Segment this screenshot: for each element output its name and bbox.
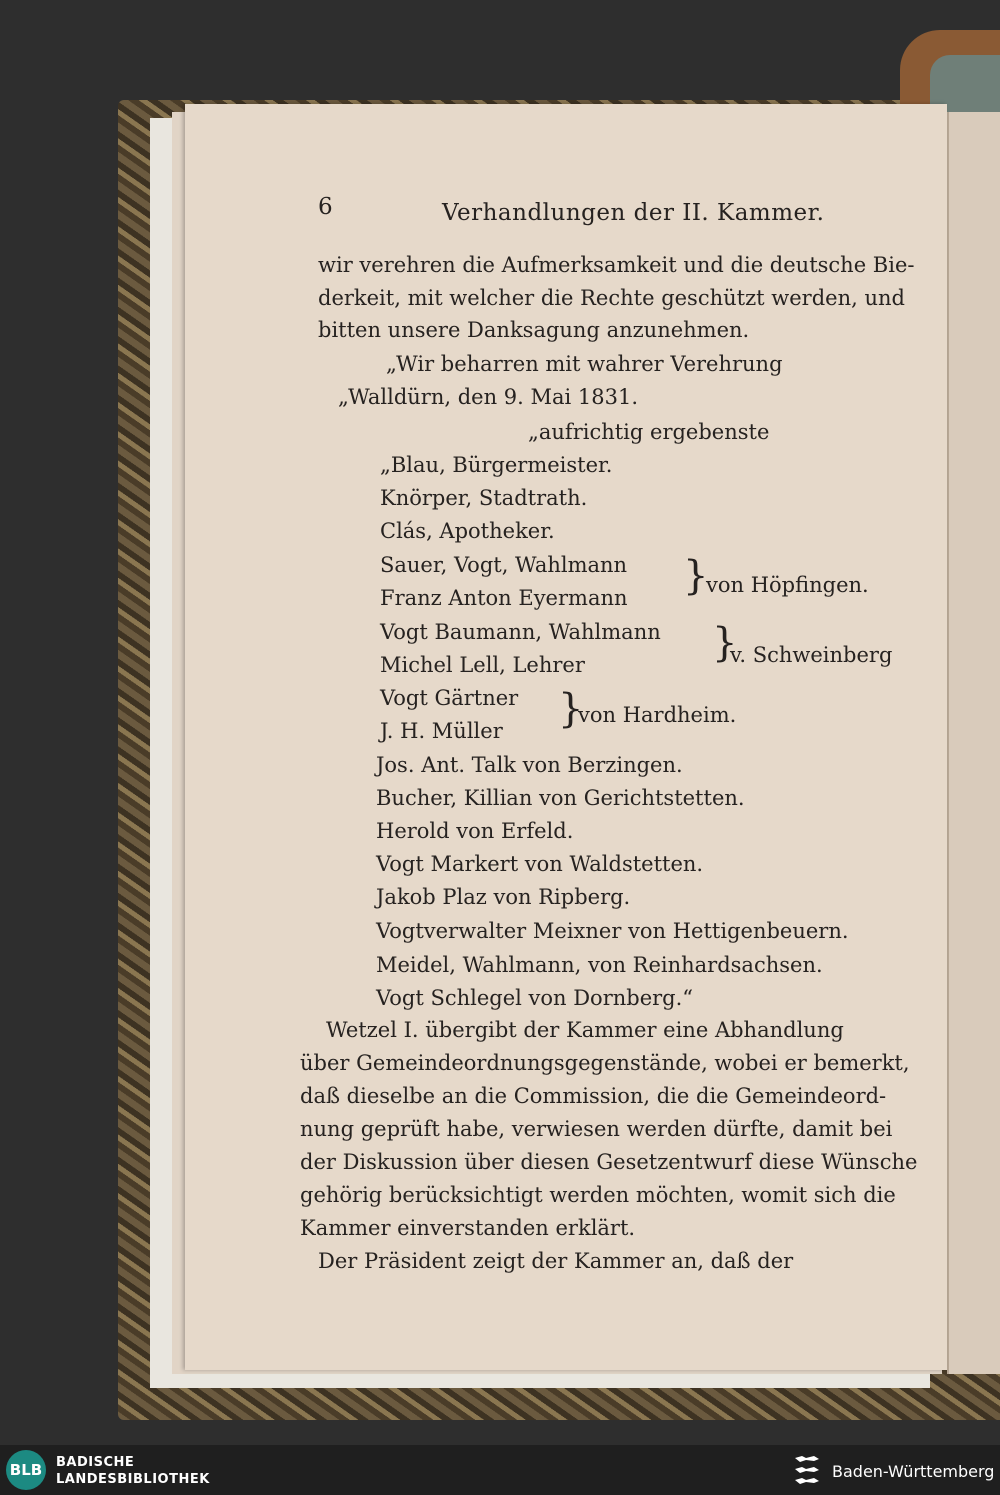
text-line: „Walldürn, den 9. Mai 1831. bbox=[338, 385, 639, 409]
signatory-line: Vogt Schlegel von Dornberg.“ bbox=[376, 986, 694, 1010]
paragraph-line: über Gemeindeordnungsgegenstände, wobei er bemerkt, bbox=[300, 1051, 910, 1075]
signatory-line: Franz Anton Eyermann bbox=[380, 586, 628, 610]
library-name-line1: BADISCHE bbox=[56, 1455, 135, 1470]
signatory-line: Vogt Markert von Waldstetten. bbox=[376, 852, 704, 876]
signatory-line: Sauer, Vogt, Wahlmann bbox=[380, 553, 628, 577]
blb-logo-badge[interactable]: BLB bbox=[6, 1450, 46, 1490]
place-label: von Hardheim. bbox=[578, 703, 737, 727]
paragraph-line: gehörig berücksichtigt werden möchten, womit sich die bbox=[300, 1183, 896, 1207]
coat-of-arms-lions-icon bbox=[792, 1452, 822, 1488]
library-name-line2: LANDESBIBLIOTHEK bbox=[56, 1472, 210, 1487]
signatory-line: Vogt Gärtner bbox=[380, 686, 519, 710]
signatory-line: Vogt Baumann, Wahlmann bbox=[380, 620, 661, 644]
paragraph-line: nung geprüft habe, verwiesen werden dürfte, damit bei bbox=[300, 1117, 893, 1141]
paragraph-line: Wetzel I. übergibt der Kammer eine Abhandlung bbox=[326, 1018, 844, 1042]
signatory-line: „Blau, Bürgermeister. bbox=[380, 453, 613, 477]
signatory-line: Jos. Ant. Talk von Berzingen. bbox=[376, 753, 683, 777]
text-line: wir verehren die Aufmerksamkeit und die deutsche Bie- bbox=[318, 253, 915, 277]
running-head: Verhandlungen der II. Kammer. bbox=[442, 200, 825, 226]
signatory-line: Michel Lell, Lehrer bbox=[380, 653, 585, 677]
signatory-line: Meidel, Wahlmann, von Reinhardsachsen. bbox=[376, 953, 823, 977]
brace: } bbox=[712, 620, 738, 666]
brace: } bbox=[683, 553, 709, 599]
signatory-line: Clás, Apotheker. bbox=[380, 519, 555, 543]
signatory-line: Jakob Plaz von Ripberg. bbox=[376, 885, 631, 909]
place-label: von Höpfingen. bbox=[706, 573, 869, 597]
paragraph-line: der Diskussion über diesen Gesetzentwurf diese Wünsche bbox=[300, 1150, 918, 1174]
signatory-line: Vogtverwalter Meixner von Hettigenbeuern. bbox=[376, 919, 849, 943]
paragraph-line: Der Präsident zeigt der Kammer an, daß der bbox=[318, 1249, 794, 1273]
text-line: „aufrichtig ergebenste bbox=[528, 420, 770, 444]
page-number: 6 bbox=[318, 194, 333, 220]
signatory-line: J. H. Müller bbox=[380, 719, 503, 743]
text-line: bitten unsere Danksagung anzunehmen. bbox=[318, 318, 750, 342]
facing-page-edge bbox=[947, 112, 1000, 1374]
text-line: „Wir beharren mit wahrer Verehrung bbox=[386, 352, 783, 376]
paragraph-line: daß dieselbe an die Commission, die die Gemeindeord- bbox=[300, 1084, 887, 1108]
place-label: v. Schweinberg bbox=[730, 643, 893, 667]
paragraph-line: Kammer einverstanden erklärt. bbox=[300, 1216, 636, 1240]
signatory-line: Bucher, Killian von Gerichtstetten. bbox=[376, 786, 745, 810]
signatory-line: Herold von Erfeld. bbox=[376, 819, 574, 843]
state-name[interactable]: Baden-Württemberg bbox=[832, 1462, 995, 1481]
signatory-line: Knörper, Stadtrath. bbox=[380, 486, 588, 510]
brace: } bbox=[558, 686, 584, 732]
text-line: derkeit, mit welcher die Rechte geschützt werden, und bbox=[318, 286, 905, 310]
